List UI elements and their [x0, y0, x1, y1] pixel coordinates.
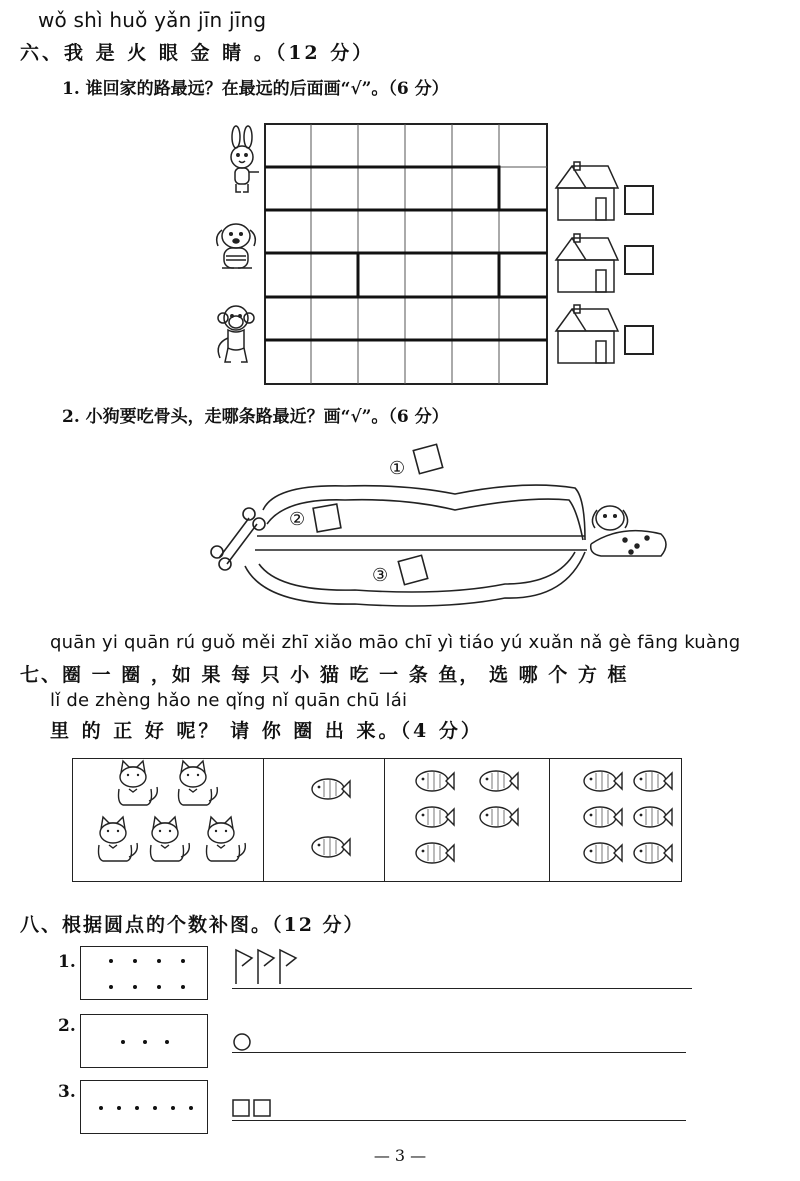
section7-line-1: 七、圈 一 圈 ，如 果 每 只 小 猫 吃 一 条 鱼， 选 哪 个 方 框 — [20, 664, 629, 686]
dot-box-2 — [80, 1014, 208, 1068]
grid-svg — [264, 123, 548, 385]
dot-box-1 — [80, 946, 208, 1000]
section7-pinyin-2: lǐ de zhèng hǎo ne qǐng nǐ quān chū lái — [50, 690, 408, 711]
squares-icon — [232, 1098, 274, 1118]
route2-box — [313, 504, 341, 532]
answer-line-3[interactable] — [232, 1120, 686, 1121]
house-icon — [552, 303, 620, 365]
item-3-label: 3. — [58, 1082, 76, 1102]
item-2-label: 2. — [58, 1016, 76, 1036]
route3-box — [398, 555, 427, 584]
route1-label: ① — [389, 458, 406, 479]
section8-title: 八、根据圆点的个数补图。（12 分） — [20, 914, 365, 936]
bone-icon — [211, 508, 265, 570]
dot-box-3 — [80, 1080, 208, 1134]
item-1-label: 1. — [58, 952, 76, 972]
cats-group — [73, 759, 263, 881]
section6-q2: 2. 小狗要吃骨头，走哪条路最近？画“√”。（6 分） — [62, 407, 449, 427]
fish-groups — [264, 759, 684, 881]
house-icon — [552, 232, 620, 294]
dog-icon — [591, 506, 666, 556]
section7-line-2: 里 的 正 好 呢？ 请 你 圈 出 来。（4 分） — [50, 720, 483, 742]
page-number: — 3 — — [373, 1146, 427, 1165]
route3-label: ③ — [372, 565, 389, 586]
route1-box — [413, 444, 442, 473]
puppy-icon — [212, 212, 264, 284]
section6-q1: 1. 谁回家的路最远？在最远的后面画“√”。（6 分） — [62, 79, 449, 99]
bone-paths-figure — [205, 440, 675, 620]
monkey-icon — [206, 298, 262, 370]
fish-group-c — [584, 771, 672, 863]
section6-title: 六、我 是 火 眼 金 睛 。（12 分） — [20, 42, 375, 64]
answer-box-monkey[interactable] — [624, 325, 654, 355]
fish-group-a — [312, 779, 350, 857]
answer-line-2[interactable] — [232, 1052, 686, 1053]
section6-pinyin: wǒ shì huǒ yǎn jīn jīng — [38, 8, 267, 32]
house-icon — [552, 160, 620, 222]
flags-icon — [232, 946, 304, 986]
answer-line-1[interactable] — [232, 988, 692, 989]
answer-box-rabbit[interactable] — [624, 185, 654, 215]
rabbit-icon — [222, 125, 264, 197]
answer-box-puppy[interactable] — [624, 245, 654, 275]
circle-icon — [232, 1032, 252, 1052]
section7-pinyin-1: quān yi quān rú guǒ měi zhī xiǎo māo chī yì tiáo yú xuǎn nǎ gè fāng kuàng — [50, 632, 741, 653]
fish-group-b — [416, 771, 518, 863]
route2-label: ② — [289, 509, 306, 530]
